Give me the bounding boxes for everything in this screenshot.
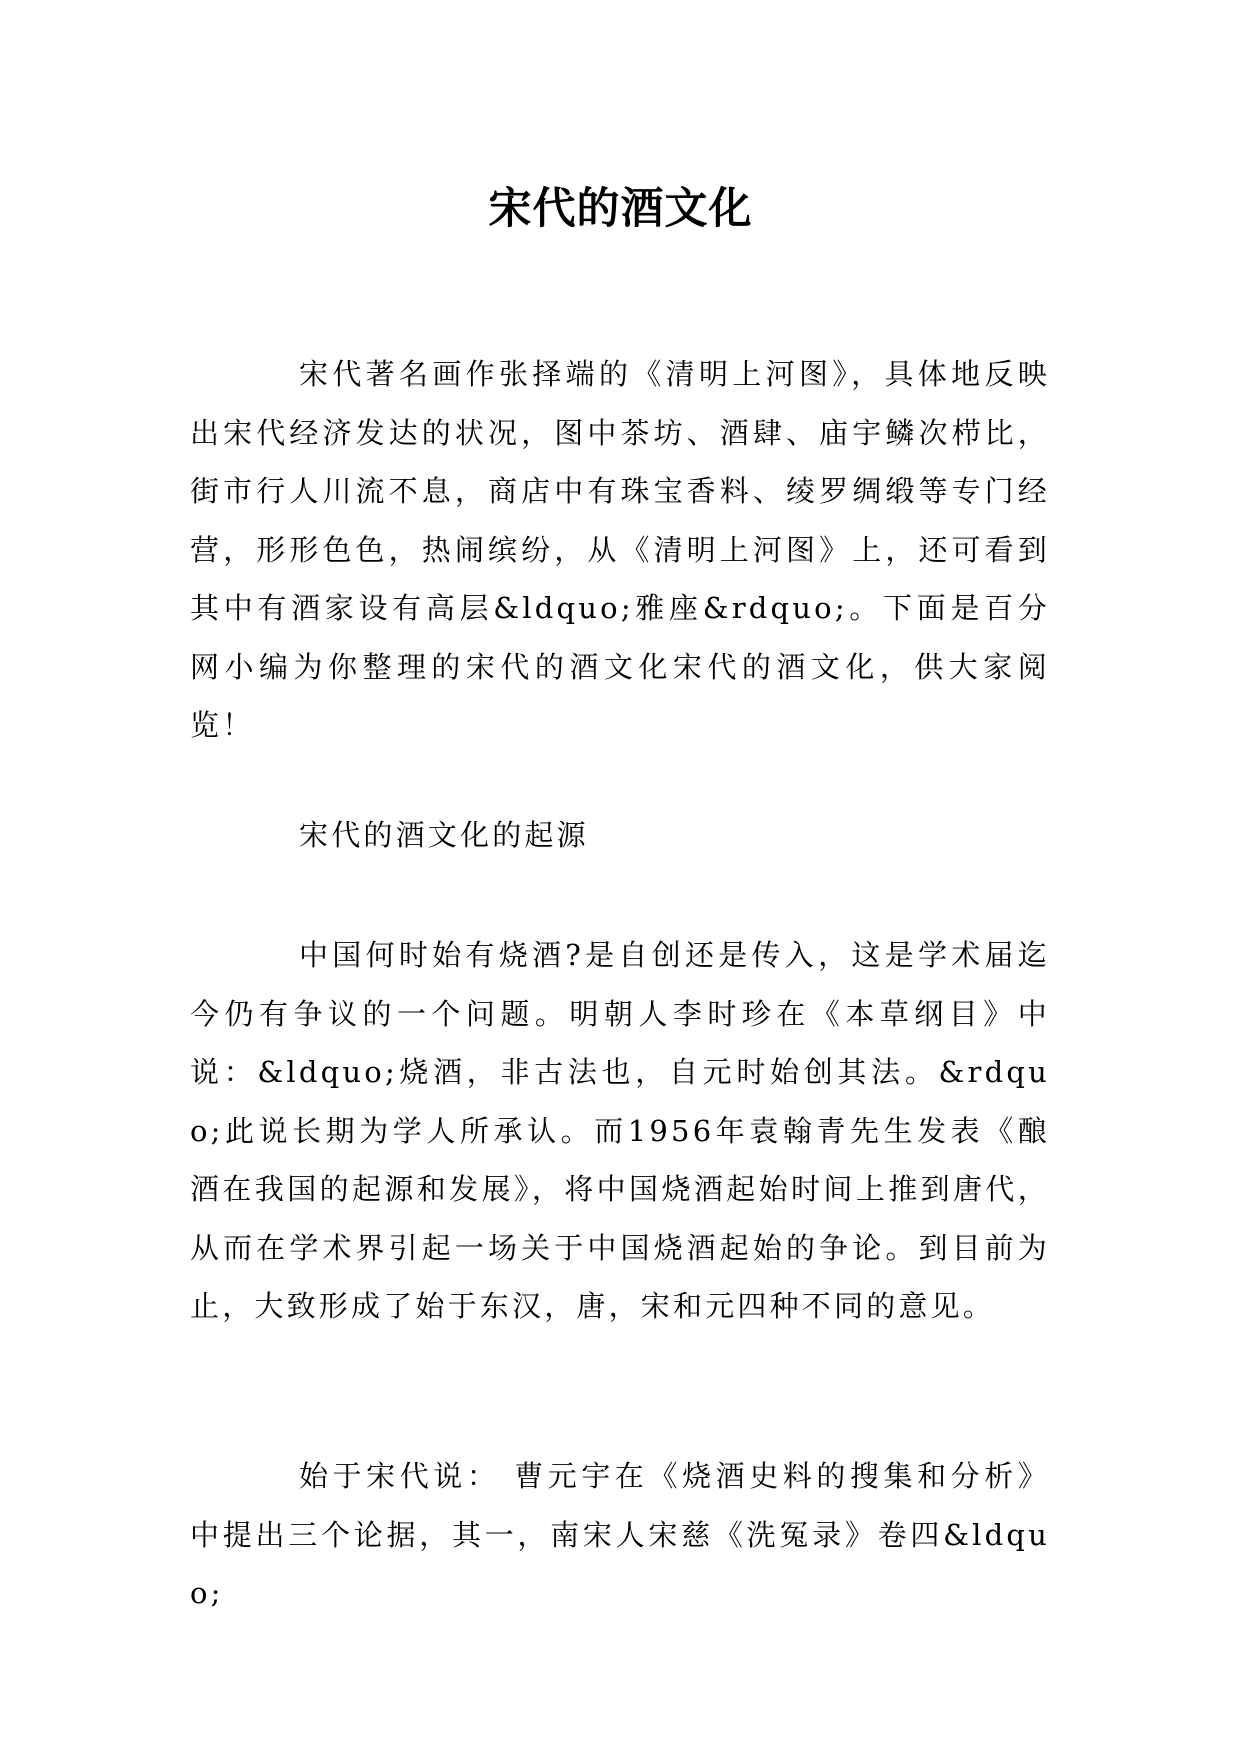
document-title: 宋代的酒文化 <box>488 183 753 234</box>
section-heading: 宋代的酒文化的起源 <box>299 818 589 852</box>
song-dynasty-paragraph: 始于宋代说： 曹元宇在《烧酒史料的搜集和分析》中提出三个论据，其一，南宋人宋慈《洗冤录》卷四&ldquo; <box>190 1459 1050 1610</box>
intro-paragraph: 宋代著名画作张择端的《清明上河图》，具体地反映出宋代经济发达的状况，图中茶坊、酒肆、庙宇鳞次栉比，街市行人川流不息，商店中有珠宝香料、绫罗绸缎等专门经营，形形色色，热闹缤纷，从《清明上河图》上，还可看到其中有酒家设有高层&ldquo;雅座&rdquo;。下面是百分网小编为你整理的宋代的酒文化宋代的酒文化，供大家阅览！ <box>190 357 1050 742</box>
origin-paragraph: 中国何时始有烧酒?是自创还是传入，这是学术届迄今仍有争议的一个问题。明朝人李时珍在《本草纲目》中说：&ldquo;烧酒，非古法也，自元时始创其法。&rdquo;此说长期为学人所承认。而1956年袁翰青先生发表《酿酒在我国的起源和发展》，将中国烧酒起始时间上推到唐代，从而在学术界引起一场关于中国烧酒起始的争论。到目前为止，大致形成了始于东汉，唐，宋和元四种不同的意见。 <box>190 938 1050 1323</box>
